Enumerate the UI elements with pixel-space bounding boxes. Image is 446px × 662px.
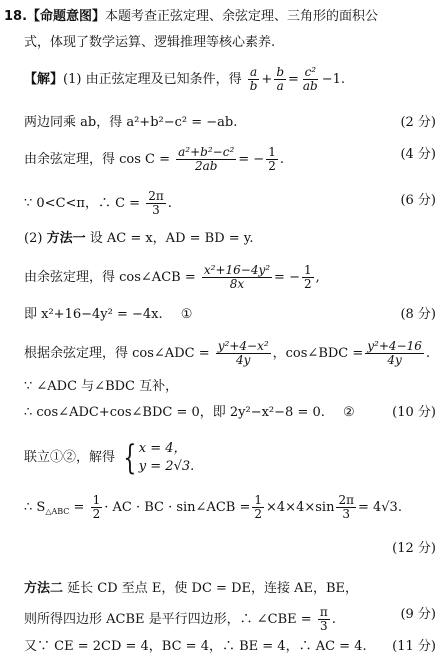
denominator: 8x <box>229 277 245 291</box>
plus-sign: + <box>261 72 273 87</box>
numerator: y²+4−x² <box>217 339 269 353</box>
fraction-cos-adc <box>216 340 271 367</box>
fraction-half-2 <box>252 494 264 521</box>
part2-lead: (2) <box>24 231 43 246</box>
system-of-equations <box>119 437 195 478</box>
denominator: ab <box>302 79 318 93</box>
fraction-cos-acb <box>202 264 272 291</box>
part1-text: (1) 由正弦定理及已知条件，得 <box>63 72 242 87</box>
numerator: 1 <box>268 145 276 159</box>
question-header-line <box>4 8 378 26</box>
numerator: 2π <box>148 189 164 203</box>
part2-line-1 <box>24 230 254 248</box>
solution-y: y = 2√3. <box>138 458 195 474</box>
equation-tail: . <box>167 196 172 211</box>
area-result: = 4√3. <box>357 500 402 515</box>
part2-line-2 <box>24 264 320 291</box>
solve-text: 联立①②，解得 <box>24 450 116 465</box>
denominator: 4y <box>387 353 402 367</box>
equation-tail: −1. <box>321 72 346 87</box>
score-6: (6 分) <box>400 193 436 208</box>
equation-tail: . <box>279 152 284 167</box>
equation-one-text: 即 x²+16−4y² = −4x. <box>24 307 163 322</box>
equation-tail: . <box>331 612 336 627</box>
numerator: x²+16−4y² <box>203 263 271 277</box>
part2-line-6 <box>24 404 355 422</box>
cos-bdc-text: ，cos∠BDC = <box>272 346 364 361</box>
equals-sign: = <box>288 72 299 87</box>
fraction-2pi-3 <box>336 494 356 521</box>
equals-minus: = − <box>238 152 265 167</box>
numerator: c² <box>304 65 317 79</box>
numerator: 1 <box>254 493 263 507</box>
denominator: a <box>276 79 284 93</box>
area-subscript: △ABC <box>45 507 70 516</box>
solution-x: x = 4， <box>138 440 187 456</box>
equation-tail: , <box>315 270 320 285</box>
fraction-b-a <box>274 66 286 93</box>
multiply-text: 两边同乘 ab，得 a²+b²−c² = −ab. <box>24 115 238 130</box>
part2-line-8 <box>24 494 402 521</box>
numerator: a <box>249 65 258 79</box>
area-prefix: ∴ S <box>24 500 46 515</box>
equation-tail: . <box>425 346 431 361</box>
fraction-a-b <box>248 66 260 93</box>
fraction-half <box>266 146 278 173</box>
score-2: (2 分) <box>400 115 436 130</box>
denominator: 2 <box>254 507 263 521</box>
method2-line-1 <box>24 580 358 598</box>
denominator: 4y <box>235 353 251 367</box>
part1-line-3 <box>24 146 284 173</box>
area-product: ×4×4×sin <box>266 500 335 515</box>
denominator: 3 <box>152 203 160 217</box>
denominator: 2 <box>268 159 276 173</box>
score-4: (4 分) <box>400 147 436 162</box>
score-12: (12 分) <box>392 541 436 556</box>
denominator: 3 <box>319 619 328 633</box>
part2-line-3 <box>24 306 192 324</box>
part2-line-5 <box>24 378 178 396</box>
denominator: 2 <box>92 507 101 521</box>
cosine-law-text: 由余弦定理，得 cos C = <box>24 152 171 167</box>
method2-line-2 <box>24 606 336 633</box>
range-text: ∵ 0<C<π，∴ C = <box>24 196 141 211</box>
area-formula: · AC · BC · sin∠ACB = <box>104 500 251 515</box>
circled-one: ① <box>180 307 193 322</box>
score-8: (8 分) <box>400 307 436 322</box>
question-number: 18. <box>4 9 28 24</box>
lengths-text: 又∵ CE = 2CD = 4，BC = 4，∴ BE = 4，∴ AC = 4. <box>24 639 367 654</box>
system-rows <box>139 440 194 476</box>
cos-acb-text: 由余弦定理，得 cos∠ACB = <box>24 270 196 285</box>
score-11: (11 分) <box>392 639 436 654</box>
fraction-half <box>302 264 314 291</box>
parallelogram-text: 则所得四边形 ACBE 是平行四边形，∴ ∠CBE = <box>24 612 312 627</box>
numerator: 2π <box>338 493 354 507</box>
solution-tag: 【解】 <box>24 72 64 87</box>
intent-text-2: 式，体现了数学运算、逻辑推理等核心素养. <box>24 35 276 50</box>
numerator: 1 <box>92 493 101 507</box>
intent-tag: 【命题意图】 <box>27 9 106 24</box>
score-10: (10 分) <box>392 405 436 420</box>
fraction-cos-bdc <box>365 340 424 367</box>
fraction-pi-3 <box>318 606 330 633</box>
method-one-label: 方法一 <box>46 231 86 246</box>
score-9: (9 分) <box>400 607 436 622</box>
equation-two-text: ∴ cos∠ADC+cos∠BDC = 0，即 2y²−x²−8 = 0. <box>24 405 325 420</box>
numerator: y²+4−16 <box>367 339 422 353</box>
cos-adc-text: 根据余弦定理，得 cos∠ADC = <box>24 346 210 361</box>
method-two-label: 方法二 <box>24 581 64 596</box>
part2-line-7 <box>24 438 194 478</box>
denominator: 2ab <box>194 159 218 173</box>
fraction-cosC <box>176 146 236 173</box>
equals-sign: = <box>73 500 85 515</box>
set-variables-text: 设 AC = x，AD = BD = y. <box>89 231 254 246</box>
numerator: b <box>276 65 284 79</box>
numerator: 1 <box>303 263 312 277</box>
left-brace: { <box>123 437 137 478</box>
method2-line-3 <box>24 638 367 656</box>
fraction-half-1 <box>91 494 103 521</box>
part1-line-4 <box>24 190 172 217</box>
denominator: 2 <box>303 277 312 291</box>
supplementary-text: ∵ ∠ADC 与∠BDC 互补， <box>24 379 179 394</box>
denominator: 3 <box>342 507 351 521</box>
intent-text-1: 本题考查正弦定理、余弦定理、三角形的面积公 <box>105 9 379 24</box>
extend-text: 延长 CD 至点 E，使 DC = DE，连接 AE，BE， <box>67 581 359 596</box>
fraction-2pi-3 <box>146 190 166 217</box>
denominator: b <box>249 79 258 93</box>
numerator: π <box>319 605 328 619</box>
fraction-c2-ab <box>301 66 320 93</box>
circled-two: ② <box>343 405 355 420</box>
numerator: a²+b²−c² <box>178 145 235 159</box>
part2-line-4 <box>24 340 430 367</box>
part1-line-2 <box>24 114 237 132</box>
equals-minus: = − <box>274 270 300 285</box>
part1-line-1 <box>24 66 345 93</box>
intent-line-2 <box>24 34 275 52</box>
